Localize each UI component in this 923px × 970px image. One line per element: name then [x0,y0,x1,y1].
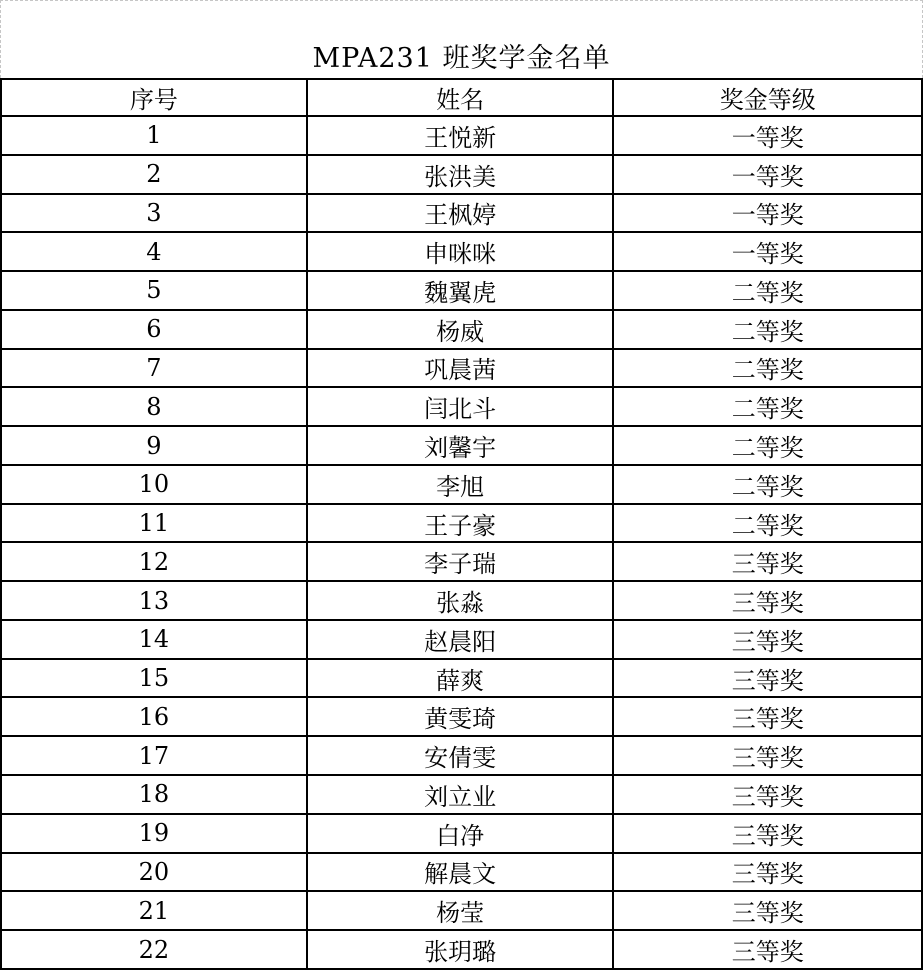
name-cell: 巩晨茜 [307,349,614,388]
serial-cell: 16 [1,697,307,736]
serial-cell: 12 [1,542,307,581]
serial-cell: 6 [1,310,307,349]
award-cell: 二等奖 [613,310,922,349]
title-area [0,0,923,78]
award-cell: 一等奖 [613,116,922,155]
name-cell: 解晨文 [307,853,614,892]
name-cell: 张洪美 [307,155,614,194]
serial-cell: 20 [1,853,307,892]
award-cell: 一等奖 [613,194,922,233]
serial-cell: 2 [1,155,307,194]
table-row [1,310,922,349]
serial-cell: 5 [1,271,307,310]
name-cell: 张玥璐 [307,930,614,969]
award-cell: 三等奖 [613,736,922,775]
table-row [1,426,922,465]
header-serial: 序号 [1,79,307,116]
table-row [1,697,922,736]
serial-cell: 1 [1,116,307,155]
award-cell: 二等奖 [613,349,922,388]
award-cell: 二等奖 [613,504,922,543]
table-row [1,814,922,853]
serial-cell: 15 [1,659,307,698]
scholarship-table [0,78,923,970]
name-cell: 李旭 [307,465,614,504]
name-cell: 魏翼虎 [307,271,614,310]
award-cell: 三等奖 [613,930,922,969]
award-cell: 三等奖 [613,853,922,892]
table-row [1,116,922,155]
table-row [1,232,922,271]
serial-cell: 17 [1,736,307,775]
award-cell: 一等奖 [613,155,922,194]
name-cell: 张淼 [307,581,614,620]
table-row [1,349,922,388]
award-cell: 三等奖 [613,891,922,930]
award-cell: 三等奖 [613,775,922,814]
serial-cell: 3 [1,194,307,233]
serial-cell: 9 [1,426,307,465]
award-cell: 三等奖 [613,814,922,853]
name-cell: 赵晨阳 [307,620,614,659]
table-row [1,853,922,892]
serial-cell: 13 [1,581,307,620]
table-row [1,891,922,930]
table-row [1,155,922,194]
award-cell: 二等奖 [613,426,922,465]
page-title: MPA231 班奖学金名单 [312,43,611,74]
award-cell: 三等奖 [613,542,922,581]
name-cell: 薛爽 [307,659,614,698]
table-row [1,659,922,698]
serial-cell: 21 [1,891,307,930]
name-cell: 闫北斗 [307,387,614,426]
name-cell: 杨威 [307,310,614,349]
table-row [1,387,922,426]
table-row [1,620,922,659]
table-row [1,930,922,969]
table-row [1,194,922,233]
header-name: 姓名 [307,79,614,116]
name-cell: 王子豪 [307,504,614,543]
table-row [1,271,922,310]
award-cell: 二等奖 [613,387,922,426]
serial-cell: 8 [1,387,307,426]
award-cell: 三等奖 [613,581,922,620]
name-cell: 安倩雯 [307,736,614,775]
serial-cell: 10 [1,465,307,504]
name-cell: 杨莹 [307,891,614,930]
award-cell: 三等奖 [613,620,922,659]
table-row [1,581,922,620]
award-cell: 三等奖 [613,697,922,736]
serial-cell: 11 [1,504,307,543]
serial-cell: 19 [1,814,307,853]
serial-cell: 4 [1,232,307,271]
table-header-row [1,79,922,116]
header-award-level: 奖金等级 [613,79,922,116]
name-cell: 刘馨宇 [307,426,614,465]
name-cell: 黄雯琦 [307,697,614,736]
serial-cell: 14 [1,620,307,659]
name-cell: 王枫婷 [307,194,614,233]
serial-cell: 7 [1,349,307,388]
name-cell: 白净 [307,814,614,853]
serial-cell: 22 [1,930,307,969]
name-cell: 李子瑞 [307,542,614,581]
serial-cell: 18 [1,775,307,814]
table-row [1,465,922,504]
award-cell: 二等奖 [613,271,922,310]
award-cell: 二等奖 [613,465,922,504]
award-cell: 一等奖 [613,232,922,271]
name-cell: 王悦新 [307,116,614,155]
table-row [1,542,922,581]
table-row [1,775,922,814]
name-cell: 刘立业 [307,775,614,814]
name-cell: 申咪咪 [307,232,614,271]
table-row [1,736,922,775]
award-cell: 三等奖 [613,659,922,698]
table-row [1,504,922,543]
